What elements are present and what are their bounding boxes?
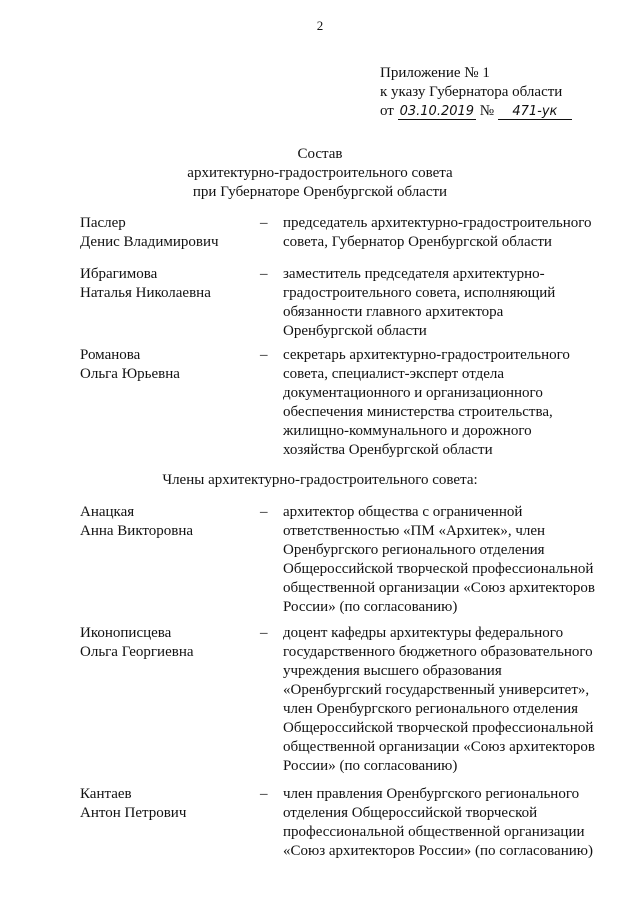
dash: – xyxy=(260,625,268,641)
title-line-1: Состав xyxy=(297,146,343,162)
role-line: заместитель председателя архитектурно- xyxy=(283,266,545,282)
role-line: государственного бюджетного образовательного xyxy=(283,644,593,660)
person-name xyxy=(80,346,260,384)
role-description xyxy=(283,624,603,776)
role-line: член Оренбургского регионального отделения xyxy=(283,701,578,717)
role-line: совета, Губернатор Оренбургской области xyxy=(283,234,552,250)
appendix-header xyxy=(380,64,572,121)
role-line: градостроительного совета, исполняющий xyxy=(283,285,556,301)
number-label: № xyxy=(479,103,495,119)
role-line: учреждения высшего образования xyxy=(283,663,502,679)
role-line: жилищно-коммунального и дорожного xyxy=(283,423,532,439)
role-line: Общероссийской творческой профессиональной xyxy=(283,720,594,736)
role-description xyxy=(283,265,603,341)
given-names: Ольга Георгиевна xyxy=(80,644,194,660)
role-description xyxy=(283,346,603,460)
surname: Иконописцева xyxy=(80,625,172,641)
role-description xyxy=(283,214,603,252)
dash: – xyxy=(260,266,268,282)
role-line: Оренбургской области xyxy=(283,323,427,339)
role-line: архитектор общества с ограниченной xyxy=(283,504,523,520)
dash: – xyxy=(260,504,268,520)
role-line: ответственностью «ПМ «Архитек», член xyxy=(283,523,546,539)
members-heading: Члены архитектурно-градостроительного совета: xyxy=(162,472,478,488)
role-line: обязанности главного архитектора xyxy=(283,304,504,320)
appendix-decree-reference: к указу Губернатора области xyxy=(380,84,563,100)
given-names: Наталья Николаевна xyxy=(80,285,211,301)
role-line: России» (по согласованию) xyxy=(283,758,458,774)
role-line: общественной организации «Союз архитекторов xyxy=(283,580,596,596)
surname: Кантаев xyxy=(80,786,132,802)
role-description xyxy=(283,503,603,617)
role-line: «Оренбургский государственный университет», xyxy=(283,682,590,698)
role-line: секретарь архитектурно-градостроительного xyxy=(283,347,570,363)
given-names: Ольга Юрьевна xyxy=(80,366,180,382)
role-line: совета, специалист-эксперт отдела xyxy=(283,366,505,382)
role-line: документационного и организационного xyxy=(283,385,543,401)
role-line: отделения Общероссийской творческой xyxy=(283,805,538,821)
role-line: России» (по согласованию) xyxy=(283,599,458,615)
page-number: 2 xyxy=(316,18,324,33)
surname: Анацкая xyxy=(80,504,135,520)
given-names: Антон Петрович xyxy=(80,805,187,821)
role-line: Оренбургского регионального отделения xyxy=(283,542,545,558)
role-line: обеспечения министерства строительства, xyxy=(283,404,553,420)
appendix-date-number-row xyxy=(380,102,572,121)
dash: – xyxy=(260,347,268,363)
document-title xyxy=(0,145,640,202)
role-line: профессиональной общественной организации xyxy=(283,824,585,840)
person-name xyxy=(80,503,260,541)
role-line: «Союз архитекторов России» (по согласованию) xyxy=(283,843,593,859)
role-line: доцент кафедры архитектуры федерального xyxy=(283,625,564,641)
surname: Ибрагимова xyxy=(80,266,158,282)
person-name xyxy=(80,214,260,252)
role-line: член правления Оренбургского регионального xyxy=(283,786,580,802)
title-line-2: архитектурно-градостроительного совета xyxy=(187,165,453,181)
person-name xyxy=(80,624,260,662)
title-line-3: при Губернаторе Оренбургской области xyxy=(192,184,448,200)
person-name xyxy=(80,265,260,303)
role-line: председатель архитектурно-градостроительного xyxy=(283,215,592,231)
role-line: хозяйства Оренбургской области xyxy=(283,442,493,458)
surname: Романова xyxy=(80,347,141,363)
role-line: Общероссийской творческой профессиональной xyxy=(283,561,594,577)
role-line: общественной организации «Союз архитекторов xyxy=(283,739,596,755)
dash: – xyxy=(260,215,268,231)
given-names: Денис Владимирович xyxy=(80,234,219,250)
given-names: Анна Викторовна xyxy=(80,523,194,539)
appendix-title: Приложение № 1 xyxy=(380,65,490,81)
person-name xyxy=(80,785,260,823)
role-description xyxy=(283,785,603,861)
decree-number: 471-ук xyxy=(498,104,572,120)
decree-date: 03.10.2019 xyxy=(399,104,475,119)
dash: – xyxy=(260,786,268,802)
from-label: от xyxy=(380,103,394,119)
surname: Паслер xyxy=(80,215,126,231)
